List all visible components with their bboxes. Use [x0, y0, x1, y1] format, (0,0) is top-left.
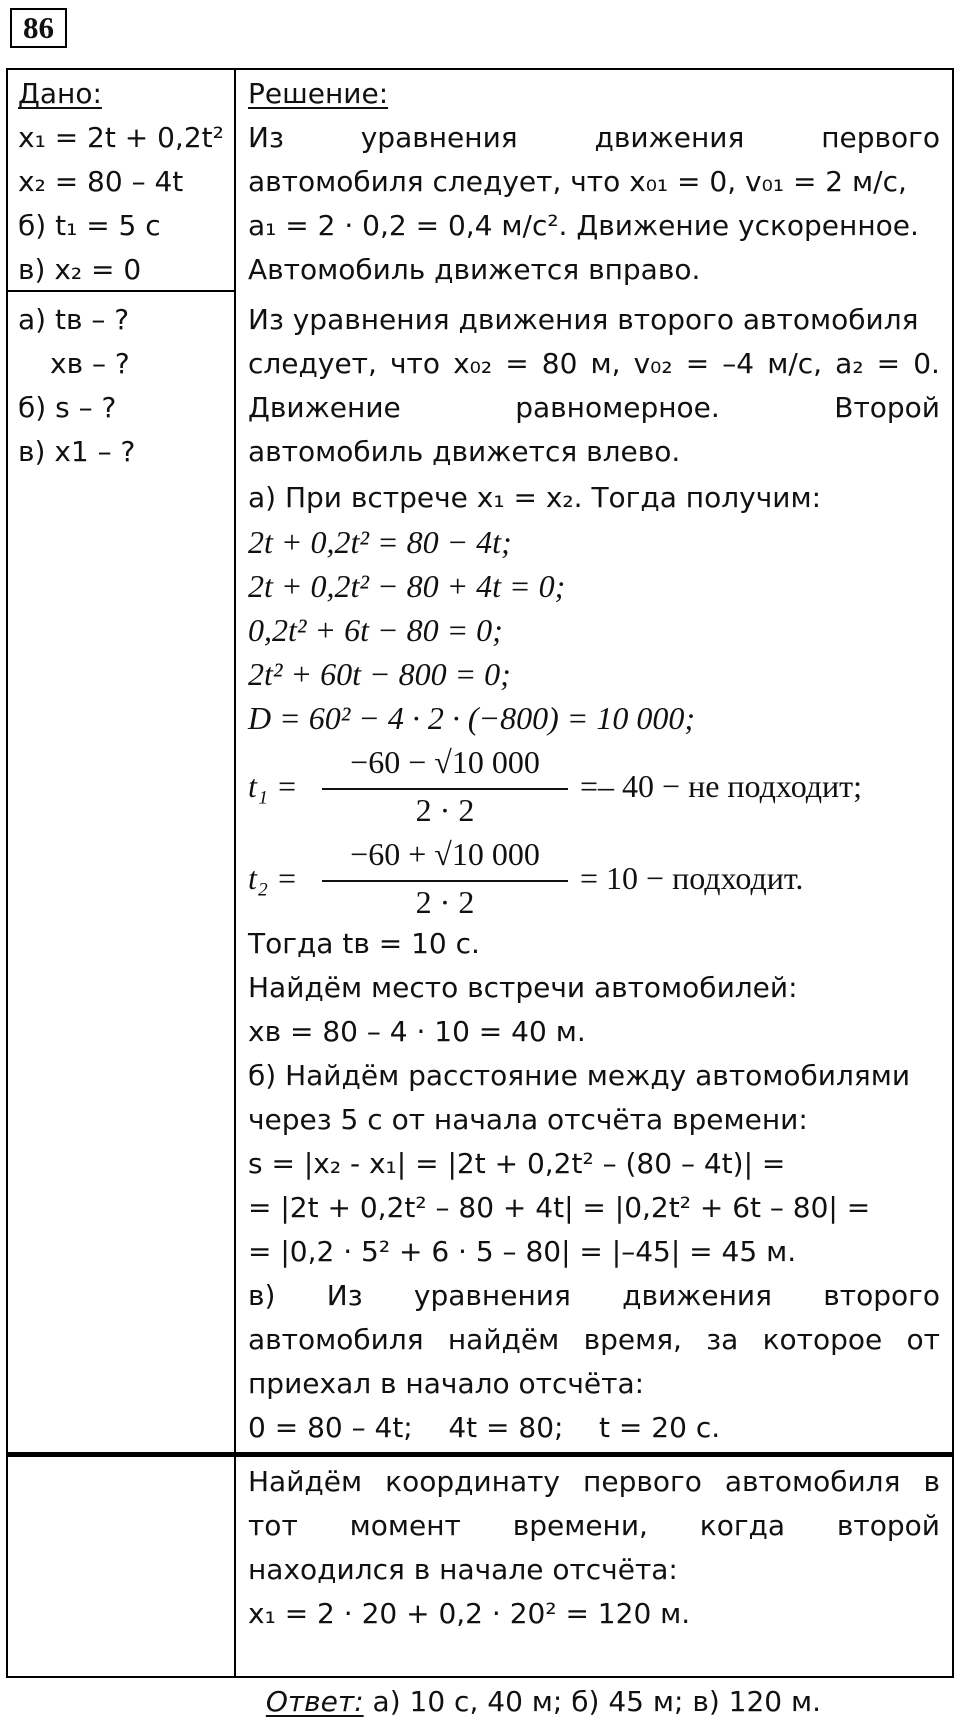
find-line: xв – ? — [50, 347, 130, 380]
table-gap-line — [6, 1452, 954, 1454]
given-line: б) t₁ = 5 с — [18, 209, 161, 242]
solution-line: = |0,2 · 5² + 6 · 5 – 80| = |–45| = 45 м. — [248, 1235, 797, 1268]
solution-line: s = |x₂ - x₁| = |2t + 0,2t² – (80 – 4t)| = — [248, 1147, 786, 1180]
word: –4 — [722, 347, 755, 380]
solution-line: Из уравнения движения второго автомобиля — [248, 303, 919, 336]
solution-line: а) При встрече x₁ = x₂. Тогда получим: — [248, 481, 822, 514]
answer-label: Ответ: — [265, 1685, 364, 1718]
answer-line — [248, 1636, 822, 1718]
answer-text: а) 10 с, 40 м; б) 45 м; в) 120 м. — [363, 1685, 822, 1718]
word: 80 — [541, 347, 578, 380]
word: когда — [699, 1509, 786, 1542]
word: = — [876, 347, 901, 380]
word: время, — [583, 1323, 682, 1356]
word: первого — [821, 121, 940, 154]
word: в) — [248, 1279, 276, 1312]
word: Найдём — [248, 1465, 363, 1498]
continuation-line — [248, 1504, 940, 1548]
word: 0. — [913, 347, 940, 380]
word: момент — [349, 1509, 461, 1542]
word: времени, — [512, 1509, 648, 1542]
equation: 2t + 0,2t² = 80 − 4t; — [248, 524, 512, 560]
continuation-column-divider — [234, 1455, 236, 1678]
solution-line: приехал в начало отсчёта: — [248, 1367, 645, 1400]
word: Из — [326, 1279, 363, 1312]
solution-line: = |2t + 0,2t² – 80 + 4t| = |0,2t² + 6t – 80| = — [248, 1191, 871, 1224]
solution-line — [248, 342, 940, 386]
solution-line: через 5 с от начала отсчёта времени: — [248, 1103, 808, 1136]
word: уравнения — [413, 1279, 571, 1312]
given-line: x₂ = 80 – 4t — [18, 165, 184, 198]
word: второй — [836, 1509, 940, 1542]
solution-line: автомобиль движется влево. — [248, 435, 681, 468]
word: от — [906, 1323, 940, 1356]
equation: D = 60² − 4 · 2 · (−800) = 10 000; — [248, 700, 696, 736]
solution-heading: Решение: — [248, 77, 389, 110]
word: найдём — [447, 1323, 560, 1356]
word: движения — [622, 1279, 772, 1312]
find-line: б) s – ? — [18, 391, 117, 424]
root-t1-fraction — [248, 744, 948, 836]
word: что — [389, 347, 440, 380]
solution-line: Автомобиль движется вправо. — [248, 253, 701, 286]
word: равномерное. — [515, 391, 720, 424]
word: за — [706, 1323, 739, 1356]
equation: 2t + 0,2t² − 80 + 4t = 0; — [248, 568, 566, 604]
fraction-bar — [322, 880, 568, 882]
root-t2-fraction — [248, 836, 948, 928]
given-line: x₁ = 2t + 0,2t² — [18, 121, 224, 154]
word: уравнения — [360, 121, 518, 154]
word: Движение — [248, 391, 401, 424]
solution-line — [248, 1274, 940, 1318]
given-line: в) x₂ = 0 — [18, 253, 142, 286]
word: Из — [248, 121, 284, 154]
solution-line: б) Найдём расстояние между автомобилями — [248, 1059, 911, 1092]
word: автомобиля — [724, 1465, 901, 1498]
solution-line: 0 = 80 – 4t; 4t = 80; t = 20 с. — [248, 1411, 721, 1444]
fraction-rhs: =– 40 − не подходит; — [580, 768, 863, 804]
fraction-lhs: t₁ = — [248, 768, 298, 804]
word: в — [923, 1465, 940, 1498]
fraction-rhs: = 10 − подходит. — [580, 860, 804, 896]
word: второго — [823, 1279, 940, 1312]
continuation-line: x₁ = 2 · 20 + 0,2 · 20² = 120 м. — [248, 1597, 691, 1630]
word: следует, — [248, 347, 377, 380]
fraction-denominator: 2 · 2 — [415, 884, 475, 920]
find-line: а) tв – ? — [18, 303, 130, 336]
solution-line: a₁ = 2 · 0,2 = 0,4 м/с². Движение ускоренное. — [248, 209, 919, 242]
word: координату — [385, 1465, 561, 1498]
solution-line: xв = 80 – 4 · 10 = 40 м. — [248, 1015, 586, 1048]
word: м, — [590, 347, 621, 380]
word: = — [685, 347, 710, 380]
solution-line: Найдём место встречи автомобилей: — [248, 971, 798, 1004]
solution-line — [248, 1318, 940, 1362]
fraction-numerator: −60 − √10 000 — [350, 744, 540, 780]
fraction-lhs: t₂ = — [248, 860, 298, 896]
word: которое — [762, 1323, 883, 1356]
solution-line: автомобиля следует, что x₀₁ = 0, v₀₁ = 2 м/с, — [248, 165, 907, 198]
word: движения — [594, 121, 745, 154]
continuation-line — [248, 1460, 940, 1504]
word: Второй — [834, 391, 940, 424]
continuation-line: находился в начале отсчёта: — [248, 1553, 678, 1586]
fraction-bar — [322, 788, 568, 790]
word: v₀₂ — [633, 347, 673, 380]
problem-number: 86 — [10, 8, 67, 48]
word: тот — [248, 1509, 298, 1542]
word: x₀₂ — [453, 347, 493, 380]
fraction-denominator: 2 · 2 — [415, 792, 475, 828]
word: автомобиля — [248, 1323, 424, 1356]
given-heading: Дано: — [18, 77, 102, 110]
find-line: в) x1 – ? — [18, 435, 136, 468]
word: = — [505, 347, 529, 380]
equation: 0,2t² + 6t − 80 = 0; — [248, 612, 503, 648]
word: a₂ — [835, 347, 864, 380]
fraction-numerator: −60 + √10 000 — [350, 836, 540, 872]
solution-line — [248, 116, 940, 160]
solution-line: Тогда tв = 10 с. — [248, 927, 480, 960]
solution-line — [248, 386, 940, 430]
word: первого — [583, 1465, 702, 1498]
column-divider — [234, 68, 236, 1456]
word: м/с, — [767, 347, 823, 380]
equation: 2t² + 60t − 800 = 0; — [248, 656, 511, 692]
